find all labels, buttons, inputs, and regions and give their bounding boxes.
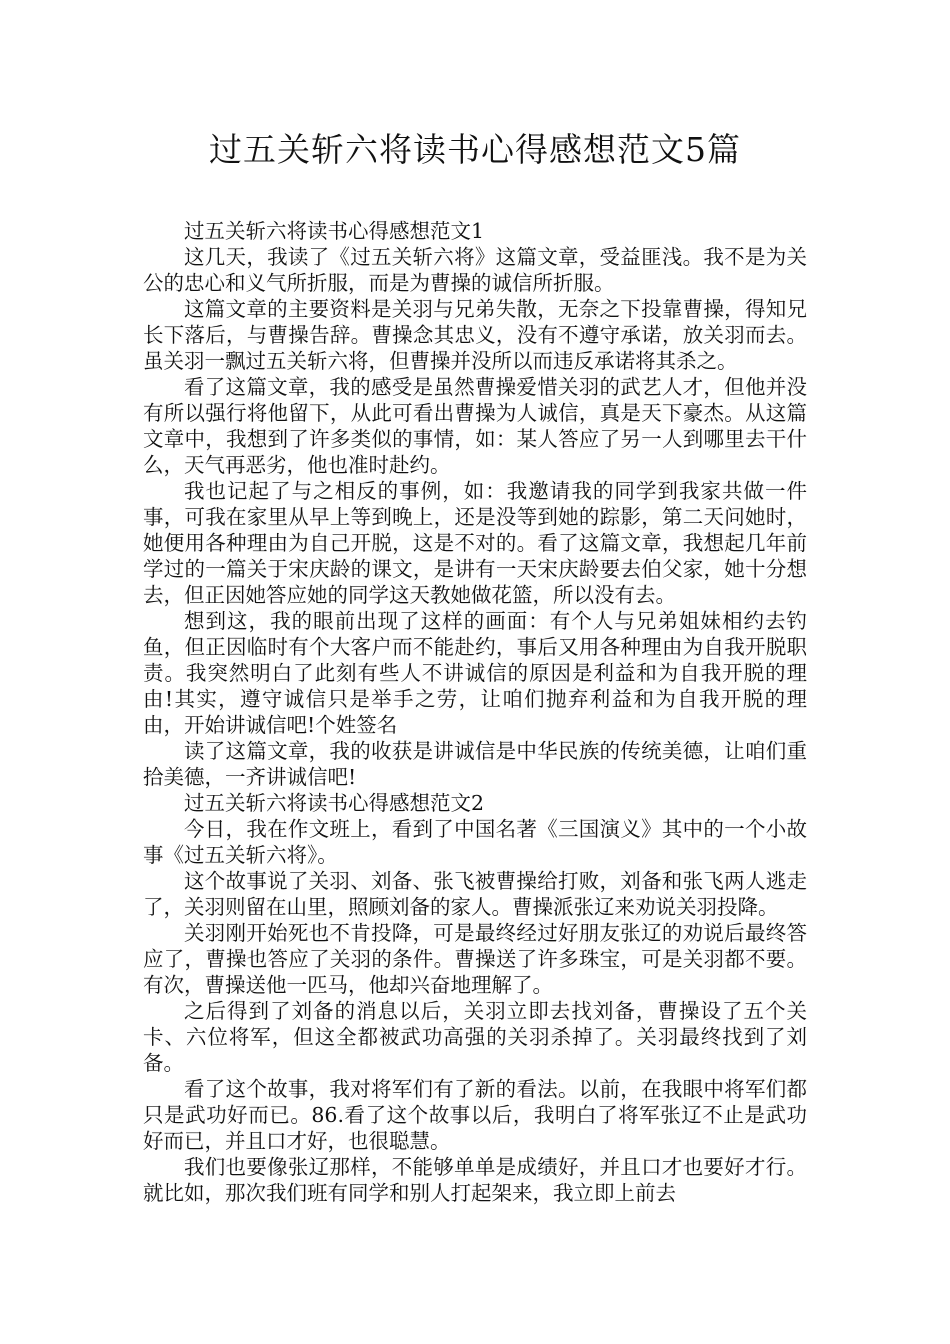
paragraph: 我们也要像张辽那样，不能够单单是成绩好，并且口才也要好才行。就比如，那次我们班有同学和别人打起架来，我立即上前去 <box>143 1155 807 1205</box>
paragraph: 看了这个故事，我对将军们有了新的看法。以前，在我眼中将军们都只是武功好而已。86.看了这个故事以后，我明白了将军张辽不止是武功好而已，并且口才好，也很聪慧。 <box>143 1077 807 1153</box>
document-title: 过五关斩六将读书心得感想范文5篇 <box>209 130 741 169</box>
paragraph: 关羽刚开始死也不肯投降，可是最终经过好朋友张辽的劝说后最终答应了，曹操也答应了关羽的条件。曹操送了许多珠宝，可是关羽都不要。有次，曹操送他一匹马，他却兴奋地理解了。 <box>143 921 807 997</box>
section-heading-1: 过五关斩六将读书心得感想范文1 <box>184 219 485 243</box>
paragraph: 这篇文章的主要资料是关羽与兄弟失散，无奈之下投靠曹操，得知兄长下落后，与曹操告辞。曹操念其忠义，没有不遵守承诺，放关羽而去。虽关羽一飘过五关斩六将，但曹操并没所以而违反承诺将其杀之。 <box>143 297 807 373</box>
paragraph: 之后得到了刘备的消息以后，关羽立即去找刘备，曹操设了五个关卡、六位将军，但这全都被武功高强的关羽杀掉了。关羽最终找到了刘备。 <box>143 999 807 1075</box>
section-heading-2: 过五关斩六将读书心得感想范文2 <box>184 791 485 815</box>
document-body <box>143 218 807 1206</box>
paragraph: 读了这篇文章，我的收获是讲诚信是中华民族的传统美德，让咱们重拾美德，一齐讲诚信吧! <box>143 739 807 789</box>
document-page <box>143 122 807 1206</box>
paragraph: 今日，我在作文班上，看到了中国名著《三国演义》其中的一个小故事《过五关斩六将》。 <box>143 817 807 867</box>
paragraph: 想到这，我的眼前出现了这样的画面：有个人与兄弟姐妹相约去钓鱼，但正因临时有个大客户而不能赴约，事后又用各种理由为自我开脱职责。我突然明白了此刻有些人不讲诚信的原因是利益和为自我开脱的理由!其实，遵守诚信只是举手之劳，让咱们抛弃利益和为自我开脱的理由，开始讲诚信吧!个姓签名 <box>143 609 807 737</box>
paragraph: 这个故事说了关羽、刘备、张飞被曹操给打败，刘备和张飞两人逃走了，关羽则留在山里，照顾刘备的家人。曹操派张辽来劝说关羽投降。 <box>143 869 807 919</box>
paragraph: 这几天，我读了《过五关斩六将》这篇文章，受益匪浅。我不是为关公的忠心和义气所折服，而是为曹操的诚信所折服。 <box>143 245 807 295</box>
paragraph: 看了这篇文章，我的感受是虽然曹操爱惜关羽的武艺人才，但他并没有所以强行将他留下，从此可看出曹操为人诚信，真是天下豪杰。从这篇文章中，我想到了许多类似的事情，如：某人答应了另一人到哪里去干什么，天气再恶劣，他也准时赴约。 <box>143 375 807 477</box>
paragraph: 我也记起了与之相反的事例，如：我邀请我的同学到我家共做一件事，可我在家里从早上等到晚上，还是没等到她的踪影，第二天问她时，她便用各种理由为自己开脱，这是不对的。看了这篇文章，我想起几年前学过的一篇关于宋庆龄的课文，是讲有一天宋庆龄要去伯父家，她十分想去，但正因她答应她的同学这天教她做花篮，所以没有去。 <box>143 479 807 607</box>
